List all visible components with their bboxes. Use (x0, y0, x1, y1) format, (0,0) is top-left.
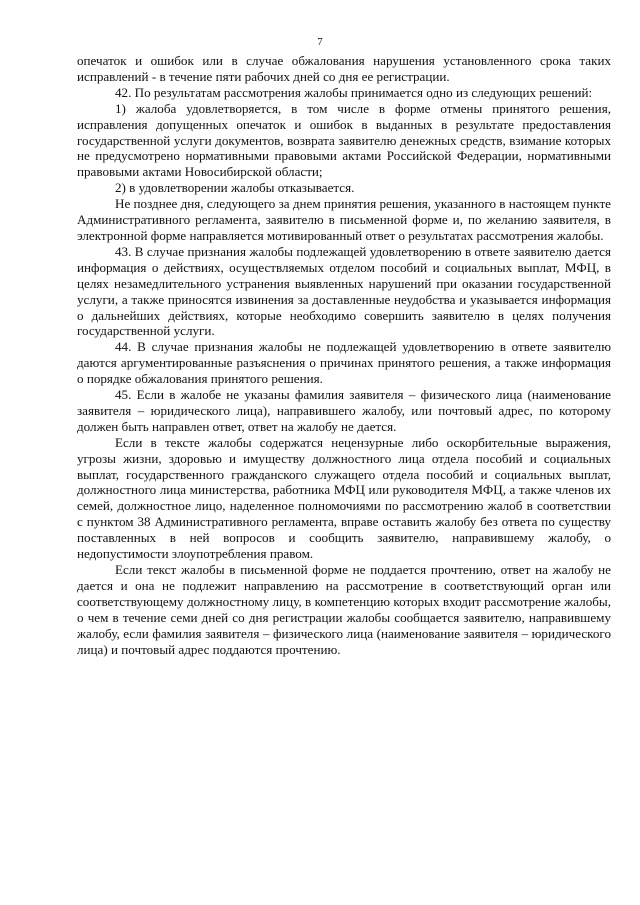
document-body (77, 53, 611, 657)
paragraph-44: 44. В случае признания жалобы не подлежащей удовлетворению в ответе заявителю даются аргументированные разъяснения о причинах принятого решения, а также информация о порядке обжалования принятого решения. (77, 339, 611, 387)
paragraph-42-notice: Не позднее дня, следующего за днем принятия решения, указанного в настоящем пункте Административного регламента, заявителю в письменной форме и, по желанию заявителя, в электронной форме направляется мотивированный ответ о результатах рассмотрения жалобы. (77, 196, 611, 243)
paragraph-42: 42. По результатам рассмотрения жалобы принимается одно из следующих решений: (115, 84, 593, 100)
paragraph-45: 45. Если в жалобе не указаны фамилия заявителя – физического лица (наименование заявителя – юридического лица), направившего жалобу, или почтовый адрес, по которому должен быть направлен ответ, ответ на жалобу не дается. (77, 387, 611, 434)
paragraph-45-unreadable: Если текст жалобы в письменной форме не поддается прочтению, ответ на жалобу не дается и она не подлежит направлению на рассмотрение в соответствующий орган или соответствующему должностному лицу, в компетенцию которых входит рассмотрение жалобы, о чем в течение семи дней со дня регистрации жалобы сообщается заявителю, направившему жалобу, если фамилия заявителя – физического лица (наименование заявителя – юридического лица) и почтовый адрес поддаются прочтению. (77, 562, 611, 657)
paragraph-42-item-1: 1) жалоба удовлетворяется, в том числе в форме отмены принятого решения, исправления допущенных опечаток и ошибок в выданных в результате предоставления государственной услуги документов, возврата заявителю денежных средств, взимание которых не предусмотрено нормативными правовыми актами Российской Федерации, нормативными правовыми актами Новосибирской области; (77, 100, 611, 180)
paragraph-continuation: опечаток и ошибок или в случае обжалования нарушения установленного срока таких исправлений - в течение пяти рабочих дней со дня ее регистрации. (77, 53, 611, 84)
paragraph-45-obscene: Если в тексте жалобы содержатся нецензурные либо оскорбительные выражения, угрозы жизни, здоровью и имуществу должностного лица отдела пособий и социальных выплат, государственного гражданского служащего отдела пособий и социальных выплат, должностного лица министерства, работника МФЦ или руководителя МФЦ, а также членов их семей, должностное лицо, наделенное полномочиями по рассмотрению жалоб в соответствии с пунктом 38 Административного регламента, вправе оставить жалобу без ответа по существу поставленных в ней вопросов и сообщить заявителю, направившему жалобу, о недопустимости злоупотребления правом. (77, 434, 611, 562)
paragraph-42-item-2: 2) в удовлетворении жалобы отказывается. (115, 180, 355, 196)
paragraph-43: 43. В случае признания жалобы подлежащей удовлетворению в ответе заявителю дается информация о действиях, осуществляемых отделом пособий и социальных выплат, МФЦ, в целях незамедлительного устранения выявленных нарушений при оказании государственной услуги, а также приносятся извинения за доставленные неудобства и указывается информация о дальнейших действиях, которые необходимо совершить заявителю в целях получения государственной услуги. (77, 243, 611, 339)
page-number: 7 (317, 36, 323, 48)
